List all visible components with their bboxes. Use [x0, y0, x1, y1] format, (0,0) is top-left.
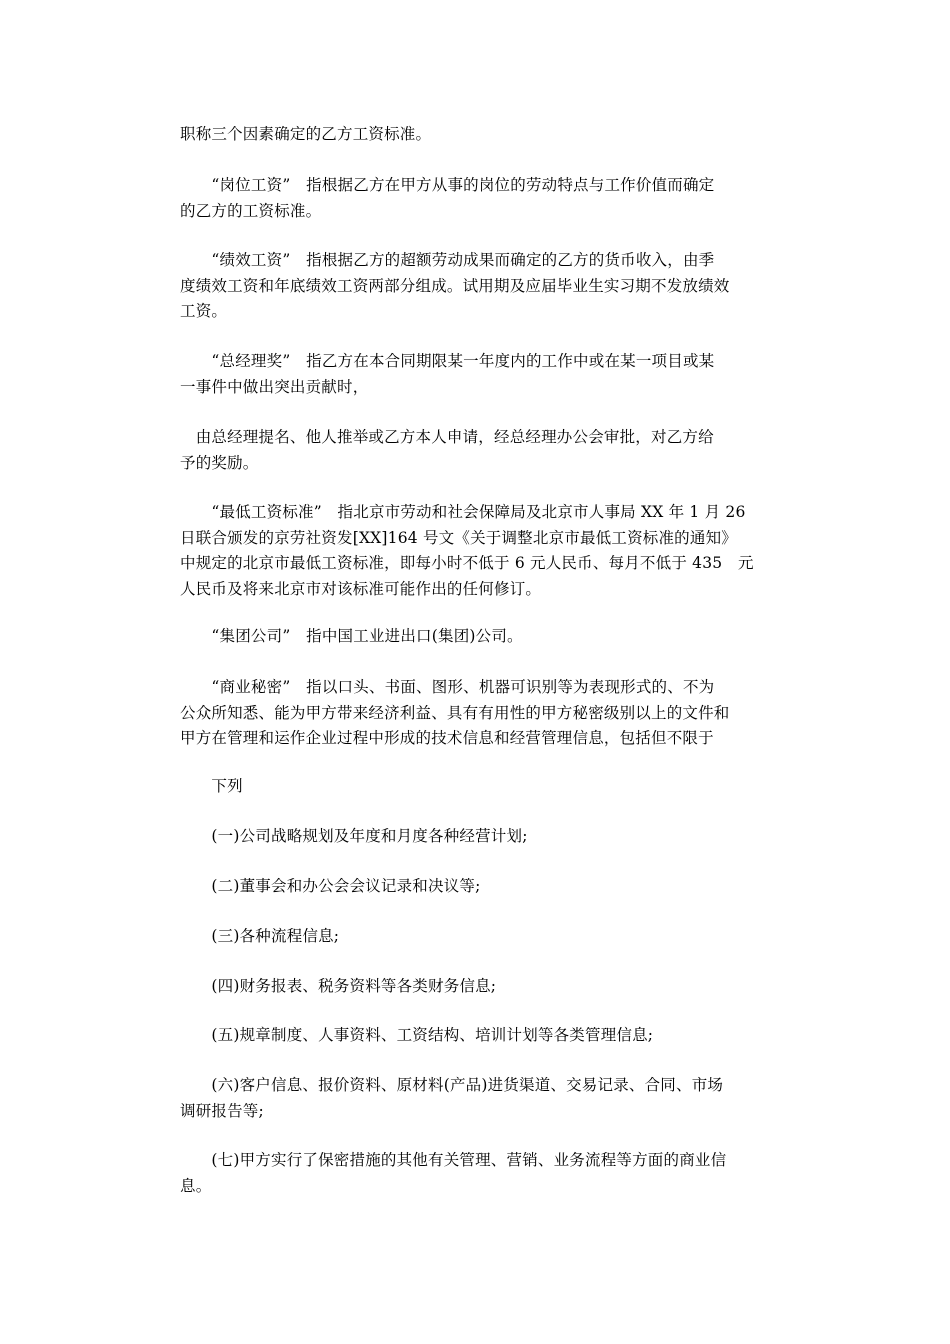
text-line: “岗位工资” 指根据乙方在甲方从事的岗位的劳动特点与工作价值而确定 [180, 176, 715, 194]
paragraph-group-company [180, 624, 770, 650]
paragraph-minimum-wage [180, 500, 770, 602]
list-item-7 [180, 1148, 770, 1199]
list-item-5 [180, 1023, 770, 1049]
text-line: 职称三个因素确定的乙方工资标准。 [180, 125, 432, 143]
text-line: “绩效工资” 指根据乙方的超额劳动成果而确定的乙方的货币收入，由季 [180, 251, 715, 269]
text-line: 一事件中做出突出贡献时， [180, 377, 369, 396]
paragraph-trade-secret [180, 675, 770, 752]
text-line: 公众所知悉、能为甲方带来经济利益、具有有用性的甲方秘密级别以上的文件和 [180, 703, 730, 722]
text-line: 工资。 [180, 302, 228, 320]
text-line: “总经理奖” 指乙方在本合同期限某一年度内的工作中或在某一项目或某 [180, 352, 715, 370]
text-line: 息。 [180, 1176, 212, 1195]
text-line: 甲方在管理和运作企业过程中形成的技术信息和经营管理信息，包括但不限于 [180, 729, 714, 747]
text-line: “商业秘密” 指以口头、书面、图形、机器可识别等为表现形式的、不为 [180, 678, 715, 696]
text-line: (三)各种流程信息; [180, 927, 340, 945]
text-line: (一)公司战略规划及年度和月度各种经营计划; [180, 827, 528, 845]
text-line: (六)客户信息、报价资料、原材料(产品)进货渠道、交易记录、合同、市场 [180, 1076, 724, 1094]
paragraph-gm-nomination [180, 425, 770, 476]
paragraph-gm-award [180, 349, 770, 400]
text-line: 调研报告等; [180, 1101, 264, 1120]
text-line: (四)财务报表、税务资料等各类财务信息; [180, 977, 497, 995]
text-line: (二)董事会和办公会会议记录和决议等; [180, 877, 481, 895]
list-item-1 [180, 824, 770, 850]
text-line: 中规定的北京市最低工资标准，即每小时不低于 6 元人民币、每月不低于 435 元 [180, 554, 754, 572]
paragraph-performance-salary [180, 248, 770, 325]
list-item-6 [180, 1073, 770, 1124]
list-item-3 [180, 924, 770, 950]
text-line: 下列 [180, 777, 243, 795]
text-line: “最低工资标准” 指北京市劳动和社会保障局及北京市人事局 XX 年 1 月 26 [180, 503, 746, 521]
text-line: 人民币及将来北京市对该标准可能作出的任何修订。 [180, 579, 542, 598]
text-line: 予的奖励。 [180, 453, 259, 472]
text-line: 度绩效工资和年底绩效工资两部分组成。试用期及应届毕业生实习期不发放绩效 [180, 276, 730, 295]
list-item-4 [180, 974, 770, 1000]
text-line: (五)规章制度、人事资料、工资结构、培训计划等各类管理信息; [180, 1026, 654, 1044]
text-line: 的乙方的工资标准。 [180, 201, 322, 220]
text-line: (七)甲方实行了保密措施的其他有关管理、营销、业务流程等方面的商业信 [180, 1151, 727, 1169]
text-line: 由总经理提名、他人推举或乙方本人申请，经总经理办公会审批，对乙方给 [180, 428, 714, 446]
text-line: “集团公司” 指中国工业进出口(集团)公司。 [180, 627, 523, 645]
paragraph-salary-standard-tail [180, 122, 770, 148]
text-line: 日联合颁发的京劳社资发[XX]164 号文《关于调整北京市最低工资标准的通知》 [180, 528, 737, 547]
paragraph-position-salary [180, 173, 770, 224]
paragraph-following [180, 774, 770, 800]
list-item-2 [180, 874, 770, 900]
